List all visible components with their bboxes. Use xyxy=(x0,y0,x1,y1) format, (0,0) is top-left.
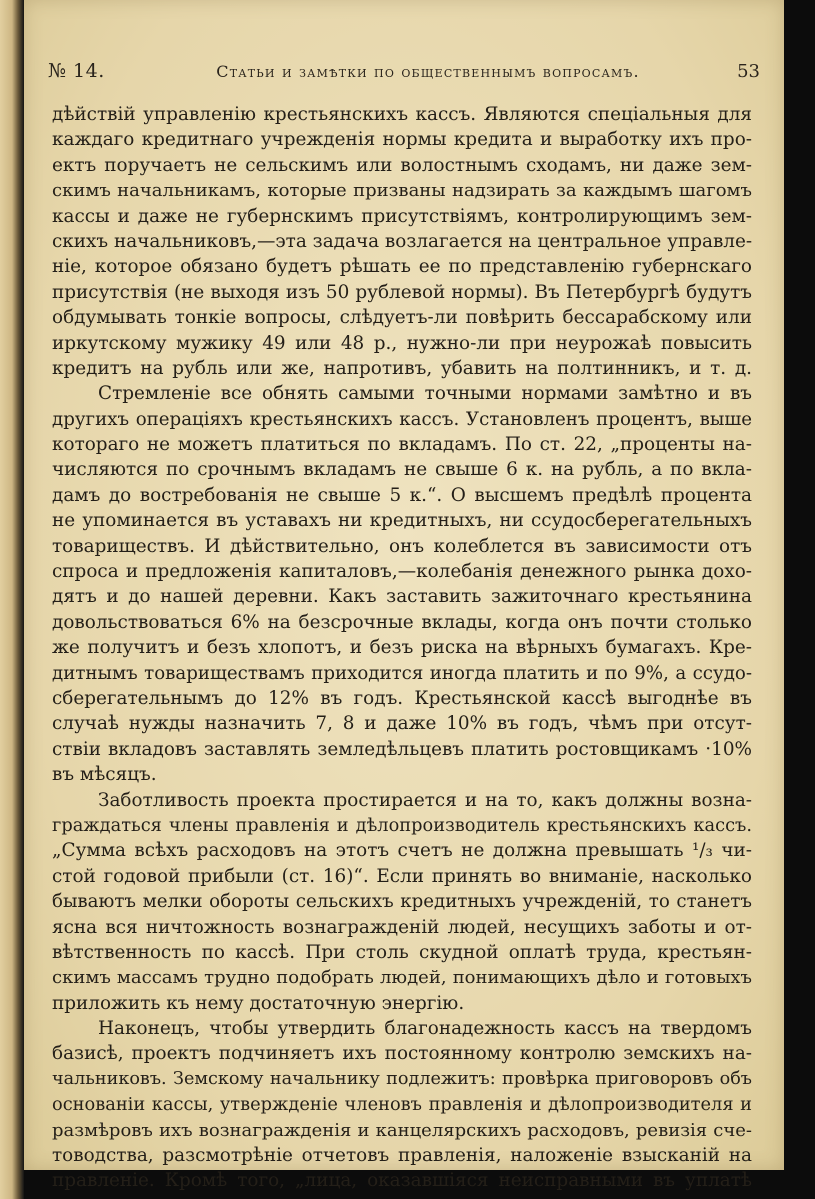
text-line: граждаться члены правленія и дѣлопроизводитель крестьянскихъ кассъ. xyxy=(52,814,752,836)
text-line: иркутскому мужику 49 или 48 р., нужно-ли при неурожаѣ повысить xyxy=(52,332,752,354)
paragraph-end-line: приложить къ нему достаточную энергію. xyxy=(52,992,465,1014)
text-line: дамъ до востребованія не свыше 5 к.“. О высшемъ предѣлѣ процента xyxy=(52,484,752,506)
text-line: довольствоваться 6% на безсрочные вклады, когда онъ почти столько xyxy=(52,611,752,633)
text-line: вѣтственность по кассѣ. При столь скудной оплатѣ труда, крестьян- xyxy=(52,941,752,963)
paragraph-start-line: Заботливость проекта простирается и на то, какъ должны возна- xyxy=(98,789,752,811)
text-line: дятъ и до нашей деревни. Какъ заставить зажиточнаго крестьянина xyxy=(52,586,752,608)
text-line: кассы и даже не губернскимъ присутствіямъ, контролирующимъ зем- xyxy=(52,205,752,227)
text-line: не упоминается въ уставахъ ни кредитныхъ, ни ссудосберегательныхъ xyxy=(52,510,752,532)
text-line: „Сумма всѣхъ расходовъ на этотъ счетъ не должна превышать ¹/₃ чи- xyxy=(52,840,752,862)
text-line: скихъ начальниковъ,—эта задача возлагается на центральное управле- xyxy=(52,230,753,252)
text-line: же получитъ и безъ хлопотъ, и безъ риска на вѣрныхъ бумагахъ. Кре- xyxy=(52,637,752,659)
text-line: скимъ массамъ трудно подобрать людей, понимающихъ дѣло и готовыхъ xyxy=(52,967,752,989)
paragraph-start-line: Наконецъ, чтобы утвердить благонадежность кассъ на твердомъ xyxy=(98,1018,752,1040)
text-line: скимъ начальникамъ, которые призваны надзирать за каждымъ шагомъ xyxy=(52,180,752,202)
book-page xyxy=(24,0,784,1192)
text-line: другихъ операціяхъ крестьянскихъ кассъ. Установленъ процентъ, выше xyxy=(52,408,752,430)
text-line: обдумывать тонкіе вопросы, слѣдуетъ-ли повѣрить бессарабскому или xyxy=(52,307,752,329)
text-line: дитнымъ товариществамъ приходится иногда платить и по 9%, а ссудо- xyxy=(52,662,752,684)
text-line: котораго не можетъ платиться по вкладамъ. По ст. 22, „проценты на- xyxy=(52,434,752,456)
issue-number: № 14. xyxy=(48,60,105,82)
text-line: ектъ поручаетъ не сельскимъ или волостнымъ сходамъ, ни даже зем- xyxy=(52,154,752,176)
text-line: размѣровъ ихъ вознагражденія и канцелярскихъ расходовъ, ревизія сче- xyxy=(52,1119,752,1141)
text-line: бываютъ мелки обороты сельскихъ кредитныхъ учрежденій, то станетъ xyxy=(52,891,752,913)
text-line: каждаго кредитнаго учрежденія нормы кредита и выработку ихъ про- xyxy=(52,129,752,151)
text-line: правленіе. Кромѣ того, „лица, оказавшіяся неисправными въ уплатѣ xyxy=(52,1170,752,1192)
paragraph-end-line: въ мѣсяцъ. xyxy=(52,764,157,786)
text-line: ніе, которое обязано будетъ рѣшать ее по представленію губернскаго xyxy=(52,256,752,278)
text-line: сберегательнымъ до 12% въ годъ. Крестьянской кассѣ выгоднѣе въ xyxy=(52,687,752,709)
text-line: кредитъ на рубль или же, напротивъ, убавить на полтинникъ, и т. д. xyxy=(52,357,752,379)
text-line: присутствія (не выходя изъ 50 рублевой нормы). Въ Петербургѣ будутъ xyxy=(52,281,752,303)
text-line: ясна вся ничтожность вознагражденій людей, несущихъ заботы и от- xyxy=(52,916,752,938)
book-gutter xyxy=(0,0,24,1199)
text-line: основаніи кассы, утвержденіе членовъ правленія и дѣлопроизводителя и xyxy=(52,1094,752,1116)
text-line: числяются по срочнымъ вкладамъ не свыше 6 к. на рубль, а по вкла- xyxy=(52,459,752,481)
running-title: Статьи и замѣтки по общественнымъ вопросамъ. xyxy=(216,62,640,81)
text-line: спроса и предложенія капиталовъ,—колебанія денежного рынка дохо- xyxy=(52,561,752,583)
text-line: дѣйствій управленію крестьянскихъ кассъ. Являются спеціальныя для xyxy=(52,104,752,125)
paragraph-start-line: Стремленіе все обнять самыми точными нормами замѣтно и въ xyxy=(98,383,752,405)
page-number: 53 xyxy=(737,61,760,82)
page-header xyxy=(48,60,760,88)
text-line: товариществъ. И дѣйствительно, онъ колеблется въ зависимости отъ xyxy=(52,535,752,557)
text-line: стой годовой прибыли (ст. 16)“. Если принять во вниманіе, насколько xyxy=(52,865,752,887)
text-line: товодства, разсмотрѣніе отчетовъ правленія, наложеніе взысканій на xyxy=(52,1145,752,1167)
text-line: ствіи вкладовъ заставлять земледѣльцевъ платить ростовщикамъ ·10% xyxy=(52,738,752,760)
text-line: случаѣ нужды назначить 7, 8 и даже 10% въ годъ, чѣмъ при отсут- xyxy=(52,713,752,735)
text-line: базисѣ, проектъ подчиняетъ ихъ постоянному контролю земскихъ на- xyxy=(52,1043,752,1065)
text-line: чальниковъ. Земскому начальнику подлежитъ: провѣрка приговоровъ объ xyxy=(52,1068,752,1089)
article-body xyxy=(52,102,752,1194)
